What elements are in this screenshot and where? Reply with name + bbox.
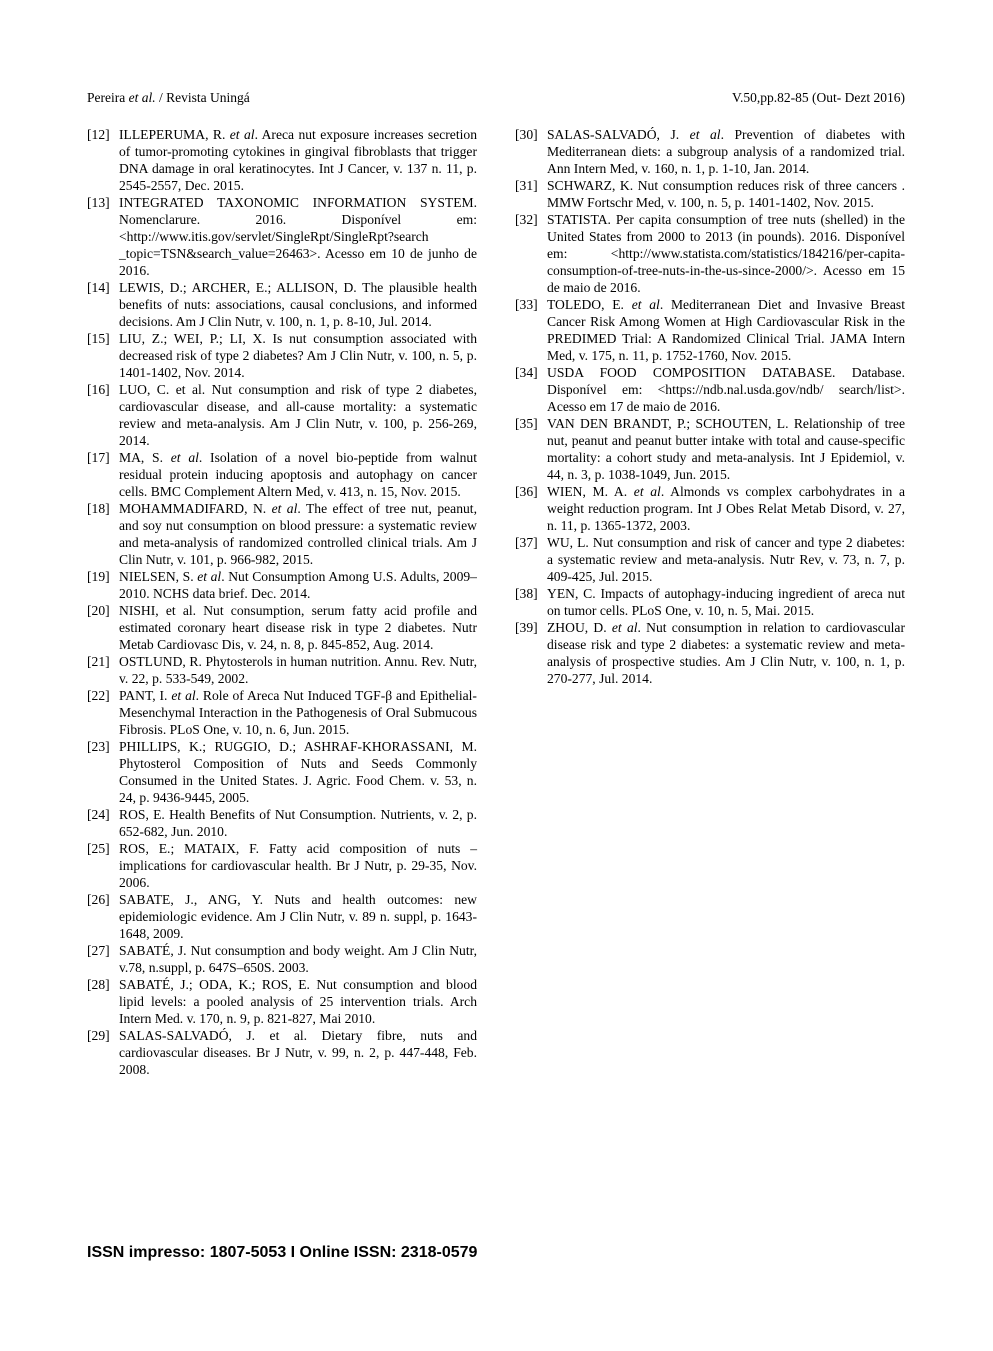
- reference-text-segment: LUO, C. et al. Nut consumption and risk of type 2 diabetes, cardiovascular disease, and all-cause mortality: a systematic review and meta-analysis. Am J Clin Nutr, v. 100, p. 256-269, 2014.: [119, 382, 477, 448]
- reference-text-segment: ROS, E.; MATAIX, F. Fatty acid composition of nuts – implications for cardiovascular health. Br J Nutr, p. 29-35, Nov. 2006.: [119, 841, 477, 890]
- reference-text-segment: . Nut Consumption Among U.S. Adults, 2009–2010. NCHS data brief. Dec. 2014.: [119, 569, 477, 601]
- reference-text-segment: TOLEDO, E.: [547, 297, 632, 312]
- reference-number: [25]: [87, 841, 110, 856]
- references-column-right: [515, 126, 905, 1078]
- references-columns: [87, 126, 905, 1078]
- reference-text: [119, 976, 477, 1027]
- reference-text-segment: YEN, C. Impacts of autophagy-inducing ingredient of areca nut on tumor cells. PLoS One, v. 10, n. 5, Mai. 2015.: [547, 586, 905, 618]
- reference-number: [15]: [87, 331, 110, 346]
- reference-text-segment: USDA FOOD COMPOSITION DATABASE. Database. Disponível em: <https://ndb.nal.usda.gov/ndb/ search/list>. Acesso em 17 de maio de 2016.: [547, 365, 905, 414]
- reference-item: [515, 126, 905, 177]
- reference-text-segment: . Role of Areca Nut Induced TGF-β and Epithelial-Mesenchymal Interaction in the Pathogenesis of Oral Submucous Fibrosis. PLoS One, v. 10, n. 6, Jun. 2015.: [119, 688, 477, 737]
- reference-number: [33]: [515, 297, 538, 312]
- reference-item: [87, 449, 477, 500]
- reference-number: [29]: [87, 1028, 110, 1043]
- reference-etal: et al: [170, 450, 199, 465]
- reference-text-segment: SCHWARZ, K. Nut consumption reduces risk of three cancers . MMW Fortschr Med, v. 100, n. 5, p. 1401-1402, Nov. 2015.: [547, 178, 905, 210]
- reference-item: [87, 568, 477, 602]
- reference-text-segment: PHILLIPS, K.; RUGGIO, D.; ASHRAF-KHORASSANI, M. Phytosterol Composition of Nuts and Seeds Commonly Consumed in the United States. J. Agric. Food Chem. v. 53, n. 24, p. 9436-9445, 2005.: [119, 739, 477, 805]
- reference-text-segment: ROS, E. Health Benefits of Nut Consumption. Nutrients, v. 2, p. 652-682, Jun. 2010.: [119, 807, 477, 839]
- reference-item: [87, 891, 477, 942]
- reference-text: [119, 738, 477, 806]
- reference-number: [20]: [87, 603, 110, 618]
- reference-item: [515, 619, 905, 687]
- reference-number: [27]: [87, 943, 110, 958]
- reference-text-segment: . Mediterranean Diet and Invasive Breast Cancer Risk Among Women at High Cardiovascular Risk in the PREDIMED Trial: A Randomized Clinical Trial. JAMA Intern Med, v. 175, n. 11, p. 1752-1760, Nov. 2015.: [547, 297, 905, 363]
- reference-item: [87, 942, 477, 976]
- reference-etal: et al: [171, 688, 196, 703]
- reference-text: [547, 483, 905, 534]
- running-head-citation: V.50,pp.82-85 (Out- Dezt 2016): [732, 90, 905, 105]
- reference-text: [119, 602, 477, 653]
- reference-number: [16]: [87, 382, 110, 397]
- reference-number: [22]: [87, 688, 110, 703]
- reference-text-segment: NIELSEN, S.: [119, 569, 198, 584]
- reference-item: [515, 534, 905, 585]
- reference-text-segment: MOHAMMADIFARD, N.: [119, 501, 272, 516]
- reference-text-segment: NISHI, et al. Nut consumption, serum fatty acid profile and estimated coronary heart disease risk in type 2 diabetes. Nutr Metab Cardiovasc Dis, v. 24, n. 8, p. 845-852, Aug. 2014.: [119, 603, 477, 652]
- reference-etal: et al: [689, 127, 721, 142]
- reference-etal: et al: [611, 620, 638, 635]
- reference-text: [119, 891, 477, 942]
- running-head-journal: / Revista Uningá: [155, 90, 250, 105]
- reference-text: [547, 296, 905, 364]
- reference-etal: et al: [271, 501, 298, 516]
- reference-text-segment: . Prevention of diabetes with Mediterranean diets: a subgroup analysis of a randomized trial. Ann Intern Med, v. 160, n. 1, p. 1-10, Jan. 2014.: [547, 127, 905, 176]
- reference-text-segment: LEWIS, D.; ARCHER, E.; ALLISON, D. The plausible health benefits of nuts: associations, causal conclusions, and informed decisions. Am J Clin Nutr, v. 100, n. 1, p. 8-10, Jul. 2014.: [119, 280, 477, 329]
- reference-item: [87, 806, 477, 840]
- reference-text: [547, 619, 905, 687]
- reference-item: [515, 364, 905, 415]
- reference-etal: et al: [197, 569, 222, 584]
- page-footer: [87, 1243, 477, 1262]
- reference-number: [35]: [515, 416, 538, 431]
- reference-item: [87, 330, 477, 381]
- reference-text: [119, 942, 477, 976]
- reference-text-segment: WIEN, M. A.: [547, 484, 634, 499]
- reference-item: [87, 500, 477, 568]
- reference-text: [119, 568, 477, 602]
- reference-text: [547, 415, 905, 483]
- reference-item: [515, 296, 905, 364]
- reference-number: [18]: [87, 501, 110, 516]
- reference-number: [17]: [87, 450, 110, 465]
- reference-item: [87, 602, 477, 653]
- reference-text-segment: STATISTA. Per capita consumption of tree nuts (shelled) in the United States from 2000 to 2013 (in pounds). 2016. Disponível em: <http://www.statista.com/statistics/184216/per-capita-consumption-of-tree-nuts-in-the-us-since-2000/>. Acesso em 15 de maio de 2016.: [547, 212, 905, 295]
- reference-item: [87, 381, 477, 449]
- reference-text-segment: VAN DEN BRANDT, P.; SCHOUTEN, L. Relationship of tree nut, peanut and peanut butter intake with total and cause-specific mortality: a cohort study and meta-analysis. Int J Epidemiol, v. 44, n. 3, p. 1038-1049, Jun. 2015.: [547, 416, 905, 482]
- reference-text: [119, 126, 477, 194]
- reference-item: [87, 738, 477, 806]
- reference-text-segment: . Almonds vs complex carbohydrates in a weight reduction program. Int J Obes Relat Metab Disord, v. 27, n. 11, p. 1365-1372, 2003.: [547, 484, 905, 533]
- reference-number: [31]: [515, 178, 538, 193]
- reference-number: [13]: [87, 195, 110, 210]
- reference-text: [119, 840, 477, 891]
- reference-number: [28]: [87, 977, 110, 992]
- reference-item: [87, 687, 477, 738]
- reference-text: [547, 126, 905, 177]
- reference-text-segment: PANT, I.: [119, 688, 172, 703]
- reference-item: [87, 279, 477, 330]
- reference-number: [19]: [87, 569, 110, 584]
- reference-text-segment: OSTLUND, R. Phytosterols in human nutrition. Annu. Rev. Nutr, v. 22, p. 533-549, 2002.: [119, 654, 477, 686]
- reference-number: [32]: [515, 212, 538, 227]
- page-header: [87, 89, 905, 106]
- reference-etal: et al: [229, 127, 255, 142]
- reference-text-segment: ZHOU, D.: [547, 620, 612, 635]
- reference-item: [87, 126, 477, 194]
- reference-item: [87, 976, 477, 1027]
- reference-number: [34]: [515, 365, 538, 380]
- reference-number: [12]: [87, 127, 110, 142]
- reference-text-segment: SABATÉ, J.; ODA, K.; ROS, E. Nut consumption and blood lipid levels: a pooled analysis of 25 intervention trials. Arch Intern Med. v. 170, n. 9, p. 821-827, Mai 2010.: [119, 977, 477, 1026]
- reference-text-segment: SABATÉ, J. Nut consumption and body weight. Am J Clin Nutr, v.78, n.suppl, p. 647S–650S. 2003.: [119, 943, 477, 975]
- reference-number: [36]: [515, 484, 538, 499]
- reference-text-segment: INTEGRATED TAXONOMIC INFORMATION SYSTEM. Nomenclarure. 2016. Disponível em: <http://www.itis.gov/servlet/SingleRpt/SingleRpt?search _topic=TSN&search_value=26463>. Acesso em 10 de junho de 2016.: [119, 195, 477, 278]
- reference-item: [515, 483, 905, 534]
- reference-item: [515, 211, 905, 296]
- reference-text: [119, 1027, 477, 1078]
- reference-text: [119, 194, 477, 279]
- reference-number: [23]: [87, 739, 110, 754]
- reference-item: [515, 415, 905, 483]
- reference-number: [14]: [87, 280, 110, 295]
- reference-text-segment: WU, L. Nut consumption and risk of cancer and type 2 diabetes: a systematic review and meta-analysis. Nutr Rev, v. 73, n. 7, p. 409-425, Jul. 2015.: [547, 535, 905, 584]
- reference-text-segment: SABATE, J., ANG, Y. Nuts and health outcomes: new epidemiologic evidence. Am J Clin Nutr, v. 89 n. suppl, p. 1643-1648, 2009.: [119, 892, 477, 941]
- reference-item: [87, 1027, 477, 1078]
- reference-text: [547, 364, 905, 415]
- reference-text: [119, 806, 477, 840]
- reference-etal: et al: [631, 297, 660, 312]
- reference-text-segment: SALAS-SALVADÓ, J. et al. Dietary fibre, nuts and cardiovascular diseases. Br J Nutr, v. 99, n. 2, p. 447-448, Feb. 2008.: [119, 1028, 477, 1077]
- reference-text: [119, 653, 477, 687]
- reference-item: [87, 653, 477, 687]
- running-head-author-name: Pereira: [87, 90, 129, 105]
- reference-number: [30]: [515, 127, 538, 142]
- reference-text-segment: . Areca nut exposure increases secretion of tumor-promoting cytokines in gingival fibroblasts that trigger DNA damage in oral keratinocytes. Int J Cancer, v. 137 n. 11, p. 2545-2557, Dec. 2015.: [119, 127, 477, 193]
- reference-number: [24]: [87, 807, 110, 822]
- reference-text: [119, 449, 477, 500]
- reference-text: [119, 330, 477, 381]
- reference-number: [37]: [515, 535, 538, 550]
- reference-number: [21]: [87, 654, 110, 669]
- reference-text-segment: LIU, Z.; WEI, P.; LI, X. Is nut consumption associated with decreased risk of type 2 diabetes? Am J Clin Nutr, v. 100, n. 5, p. 1401-1402, Nov. 2014.: [119, 331, 477, 380]
- reference-text-segment: ILLEPERUMA, R.: [119, 127, 230, 142]
- reference-text: [119, 687, 477, 738]
- reference-number: [39]: [515, 620, 538, 635]
- reference-text: [547, 585, 905, 619]
- reference-text-segment: . Isolation of a novel bio-peptide from walnut residual protein inducing apoptosis and autophagy on cancer cells. BMC Complement Altern Med, v. 413, n. 15, Nov. 2015.: [119, 450, 477, 499]
- reference-item: [515, 177, 905, 211]
- reference-item: [515, 585, 905, 619]
- reference-item: [87, 840, 477, 891]
- reference-text: [119, 500, 477, 568]
- reference-number: [38]: [515, 586, 538, 601]
- reference-number: [26]: [87, 892, 110, 907]
- reference-text: [547, 211, 905, 296]
- reference-text-segment: . Nut consumption in relation to cardiovascular disease risk and type 2 diabetes: a systematic review and meta-analysis of prospective studies. Am J Clin Nutr, v. 100, n. 1, p. 270-277, Jul. 2014.: [547, 620, 905, 686]
- running-head-etal: et al.: [128, 90, 156, 105]
- reference-text: [547, 534, 905, 585]
- reference-text-segment: MA, S.: [119, 450, 171, 465]
- reference-text: [547, 177, 905, 211]
- references-column-left: [87, 126, 477, 1078]
- reference-text-segment: SALAS-SALVADÓ, J.: [547, 127, 690, 142]
- reference-item: [87, 194, 477, 279]
- issn-line: ISSN impresso: 1807-5053 I Online ISSN: 2318-0579: [87, 1244, 478, 1261]
- reference-text-segment: . The effect of tree nut, peanut, and soy nut consumption on blood pressure: a systematic review and meta-analysis of randomized controlled clinical trials. Am J Clin Nutr, v. 101, p. 966-982, 2015.: [119, 501, 477, 567]
- running-head-authors: [87, 89, 250, 106]
- reference-text: [119, 279, 477, 330]
- reference-text: [119, 381, 477, 449]
- reference-etal: et al: [633, 484, 661, 499]
